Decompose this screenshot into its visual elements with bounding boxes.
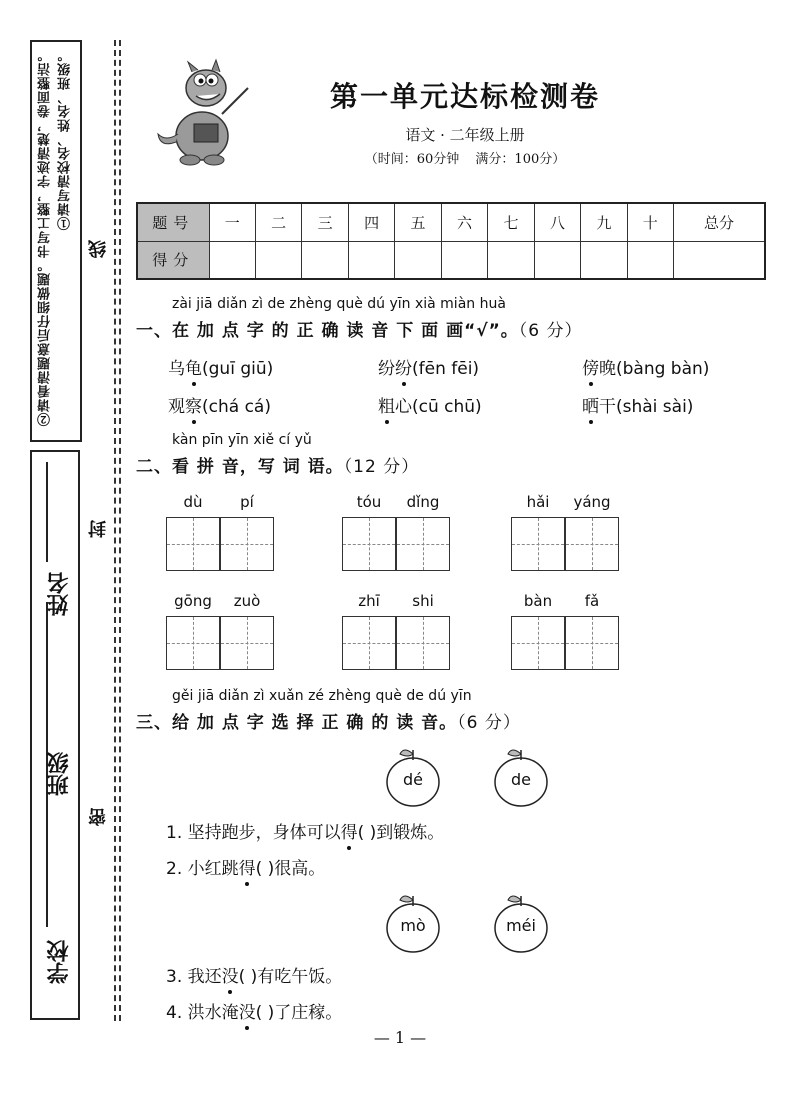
section2-pinyin: kàn pīn yīn xiě cí yǔ: [172, 432, 312, 448]
school-label: 学校: [47, 940, 72, 984]
writing-cell[interactable]: [166, 517, 220, 571]
section3-score: （6 分）: [457, 713, 521, 733]
grid-pinyin: zuò: [233, 592, 261, 610]
notice-1: ①请写清校名、姓名、班级。: [58, 48, 73, 230]
section1-pinyin: zài jiā diǎn zì de zhèng què dú yīn xià miàn huà: [172, 296, 506, 312]
dotted-char: 粗: [378, 397, 395, 417]
score-cell[interactable]: [302, 241, 348, 279]
writing-cell[interactable]: [565, 616, 619, 670]
apple-option-text: méi: [506, 916, 536, 935]
section3-pinyin: gěi jiā diǎn zì xuǎn zé zhèng què de dú yīn: [172, 688, 472, 704]
section3-heading: [136, 708, 521, 733]
grid-pinyin: bàn: [523, 592, 553, 610]
writing-cell[interactable]: [342, 517, 396, 571]
writing-cell[interactable]: [396, 616, 450, 670]
option-item[interactable]: 粗心(cū chū): [378, 397, 482, 417]
writing-cell[interactable]: [342, 616, 396, 670]
student-info-box: [30, 450, 80, 1020]
col-label: 一: [209, 203, 255, 241]
grid-pinyin: dù: [183, 493, 203, 511]
grid-pinyin: zhī: [358, 592, 380, 610]
seal-xian: 线: [88, 240, 109, 258]
class-field[interactable]: [46, 602, 48, 742]
writing-cell[interactable]: [166, 616, 220, 670]
grid-pinyin: gōng: [174, 592, 212, 610]
col-label: 八: [534, 203, 580, 241]
section1-score: （6 分）: [518, 321, 583, 341]
section2-score: （12 分）: [343, 457, 420, 477]
dotted-char: 龟: [185, 359, 202, 379]
writing-cell[interactable]: [220, 517, 274, 571]
seal-feng: 封: [88, 520, 109, 538]
notice-box: [30, 40, 82, 442]
apple-option-icon: [384, 892, 442, 954]
col-label: 三: [302, 203, 348, 241]
grid-pinyin: pí: [240, 493, 254, 511]
apple-option-icon: [492, 746, 550, 808]
option-item[interactable]: 傍晚(bàng bàn): [582, 359, 710, 379]
section3-title: 三、给 加 点 字 选 择 正 确 的 读 音。: [136, 713, 458, 733]
grid-pinyin: hǎi: [526, 493, 550, 511]
score-cell[interactable]: [348, 241, 394, 279]
score-cell[interactable]: [581, 241, 627, 279]
cut-line: [114, 40, 116, 1021]
col-label: 四: [348, 203, 394, 241]
section2-heading: [136, 452, 419, 477]
apple-option-icon: [384, 746, 442, 808]
score-cell[interactable]: [255, 241, 301, 279]
full-score: 满分：100分）: [475, 152, 566, 167]
notice-2: ②请看清题意后仔细做题。书写工整，字迹清楚，卷面整洁。: [38, 48, 53, 426]
class-label: 班级: [47, 752, 72, 796]
answer-blank[interactable]: ( )到锻炼。: [357, 823, 445, 843]
dotted-char: 傍: [582, 359, 599, 379]
apple-option-text: de: [511, 770, 531, 789]
answer-blank[interactable]: ( )很高。: [255, 859, 326, 879]
col-label: 九: [581, 203, 627, 241]
dotted-char: 纷: [395, 359, 412, 379]
grid-pinyin: dǐng: [406, 493, 440, 511]
page-number: — 1 —: [373, 1028, 427, 1047]
score-cell[interactable]: [534, 241, 580, 279]
score-table-header-row: [137, 203, 765, 241]
score-cell[interactable]: [488, 241, 534, 279]
apple-option-text: mò: [400, 916, 426, 935]
apple-option-text: dé: [403, 770, 423, 789]
row-label-score: 得分: [137, 241, 209, 279]
writing-cell[interactable]: [220, 616, 274, 670]
dinosaur-mascot-icon: [152, 58, 252, 166]
option-item[interactable]: 纷纷(fēn fēi): [378, 359, 480, 379]
score-cell-total[interactable]: [674, 241, 765, 279]
section1-title: 一、在 加 点 字 的 正 确 读 音 下 面 画“√”。: [136, 321, 519, 341]
exam-meta: [300, 148, 630, 167]
writing-cell[interactable]: [565, 517, 619, 571]
grid-pinyin: shi: [412, 592, 434, 610]
col-label: 五: [395, 203, 441, 241]
question-4: 4. 洪水淹没( )了庄稼。: [166, 1003, 343, 1023]
time-limit: （时间：60分钟: [364, 152, 460, 167]
cut-line: [119, 40, 121, 1021]
seal-mi: 密: [88, 808, 109, 826]
score-table-score-row: [137, 241, 765, 279]
question-3: 3. 我还没( )有吃午饭。: [166, 967, 343, 987]
writing-cell[interactable]: [511, 616, 565, 670]
score-cell[interactable]: [395, 241, 441, 279]
col-label: 十: [627, 203, 673, 241]
dotted-char: 没: [221, 967, 239, 987]
dotted-char: 得: [340, 823, 358, 843]
page-title: 第一单元达标检测卷: [329, 80, 600, 113]
question-1: 1. 坚持跑步，身体可以得( )到锻炼。: [166, 823, 445, 843]
score-cell[interactable]: [627, 241, 673, 279]
answer-blank[interactable]: ( )有吃午饭。: [238, 967, 343, 987]
section1-heading: [136, 316, 583, 341]
question-2: 2. 小红跳得( )很高。: [166, 859, 326, 879]
col-label: 六: [441, 203, 487, 241]
score-table: [136, 202, 766, 280]
answer-blank[interactable]: ( )了庄稼。: [255, 1003, 343, 1023]
grid-pinyin: fǎ: [584, 592, 600, 610]
name-label: 姓名: [47, 572, 72, 616]
col-label-total: 总分: [674, 203, 765, 241]
score-cell[interactable]: [209, 241, 255, 279]
writing-cell[interactable]: [396, 517, 450, 571]
subtitle: 语文 · 二年级上册: [405, 126, 525, 144]
grid-pinyin: tóu: [356, 493, 382, 511]
option-item[interactable]: 乌龟(guī giū): [168, 359, 274, 379]
col-label: 二: [255, 203, 301, 241]
dotted-char: 得: [238, 859, 256, 879]
dotted-char: 晒: [582, 397, 599, 417]
row-label-number: 题号: [137, 203, 209, 241]
dotted-char: 察: [185, 397, 202, 417]
option-item[interactable]: 晒干(shài sài): [582, 397, 694, 417]
name-field[interactable]: [46, 462, 48, 562]
score-cell[interactable]: [441, 241, 487, 279]
dotted-char: 没: [238, 1003, 256, 1023]
option-item[interactable]: 观察(chá cá): [168, 397, 271, 417]
section2-title: 二、看 拼 音，写 词 语。: [136, 457, 344, 477]
grid-pinyin: yáng: [573, 493, 611, 511]
col-label: 七: [488, 203, 534, 241]
apple-option-icon: [492, 892, 550, 954]
writing-cell[interactable]: [511, 517, 565, 571]
